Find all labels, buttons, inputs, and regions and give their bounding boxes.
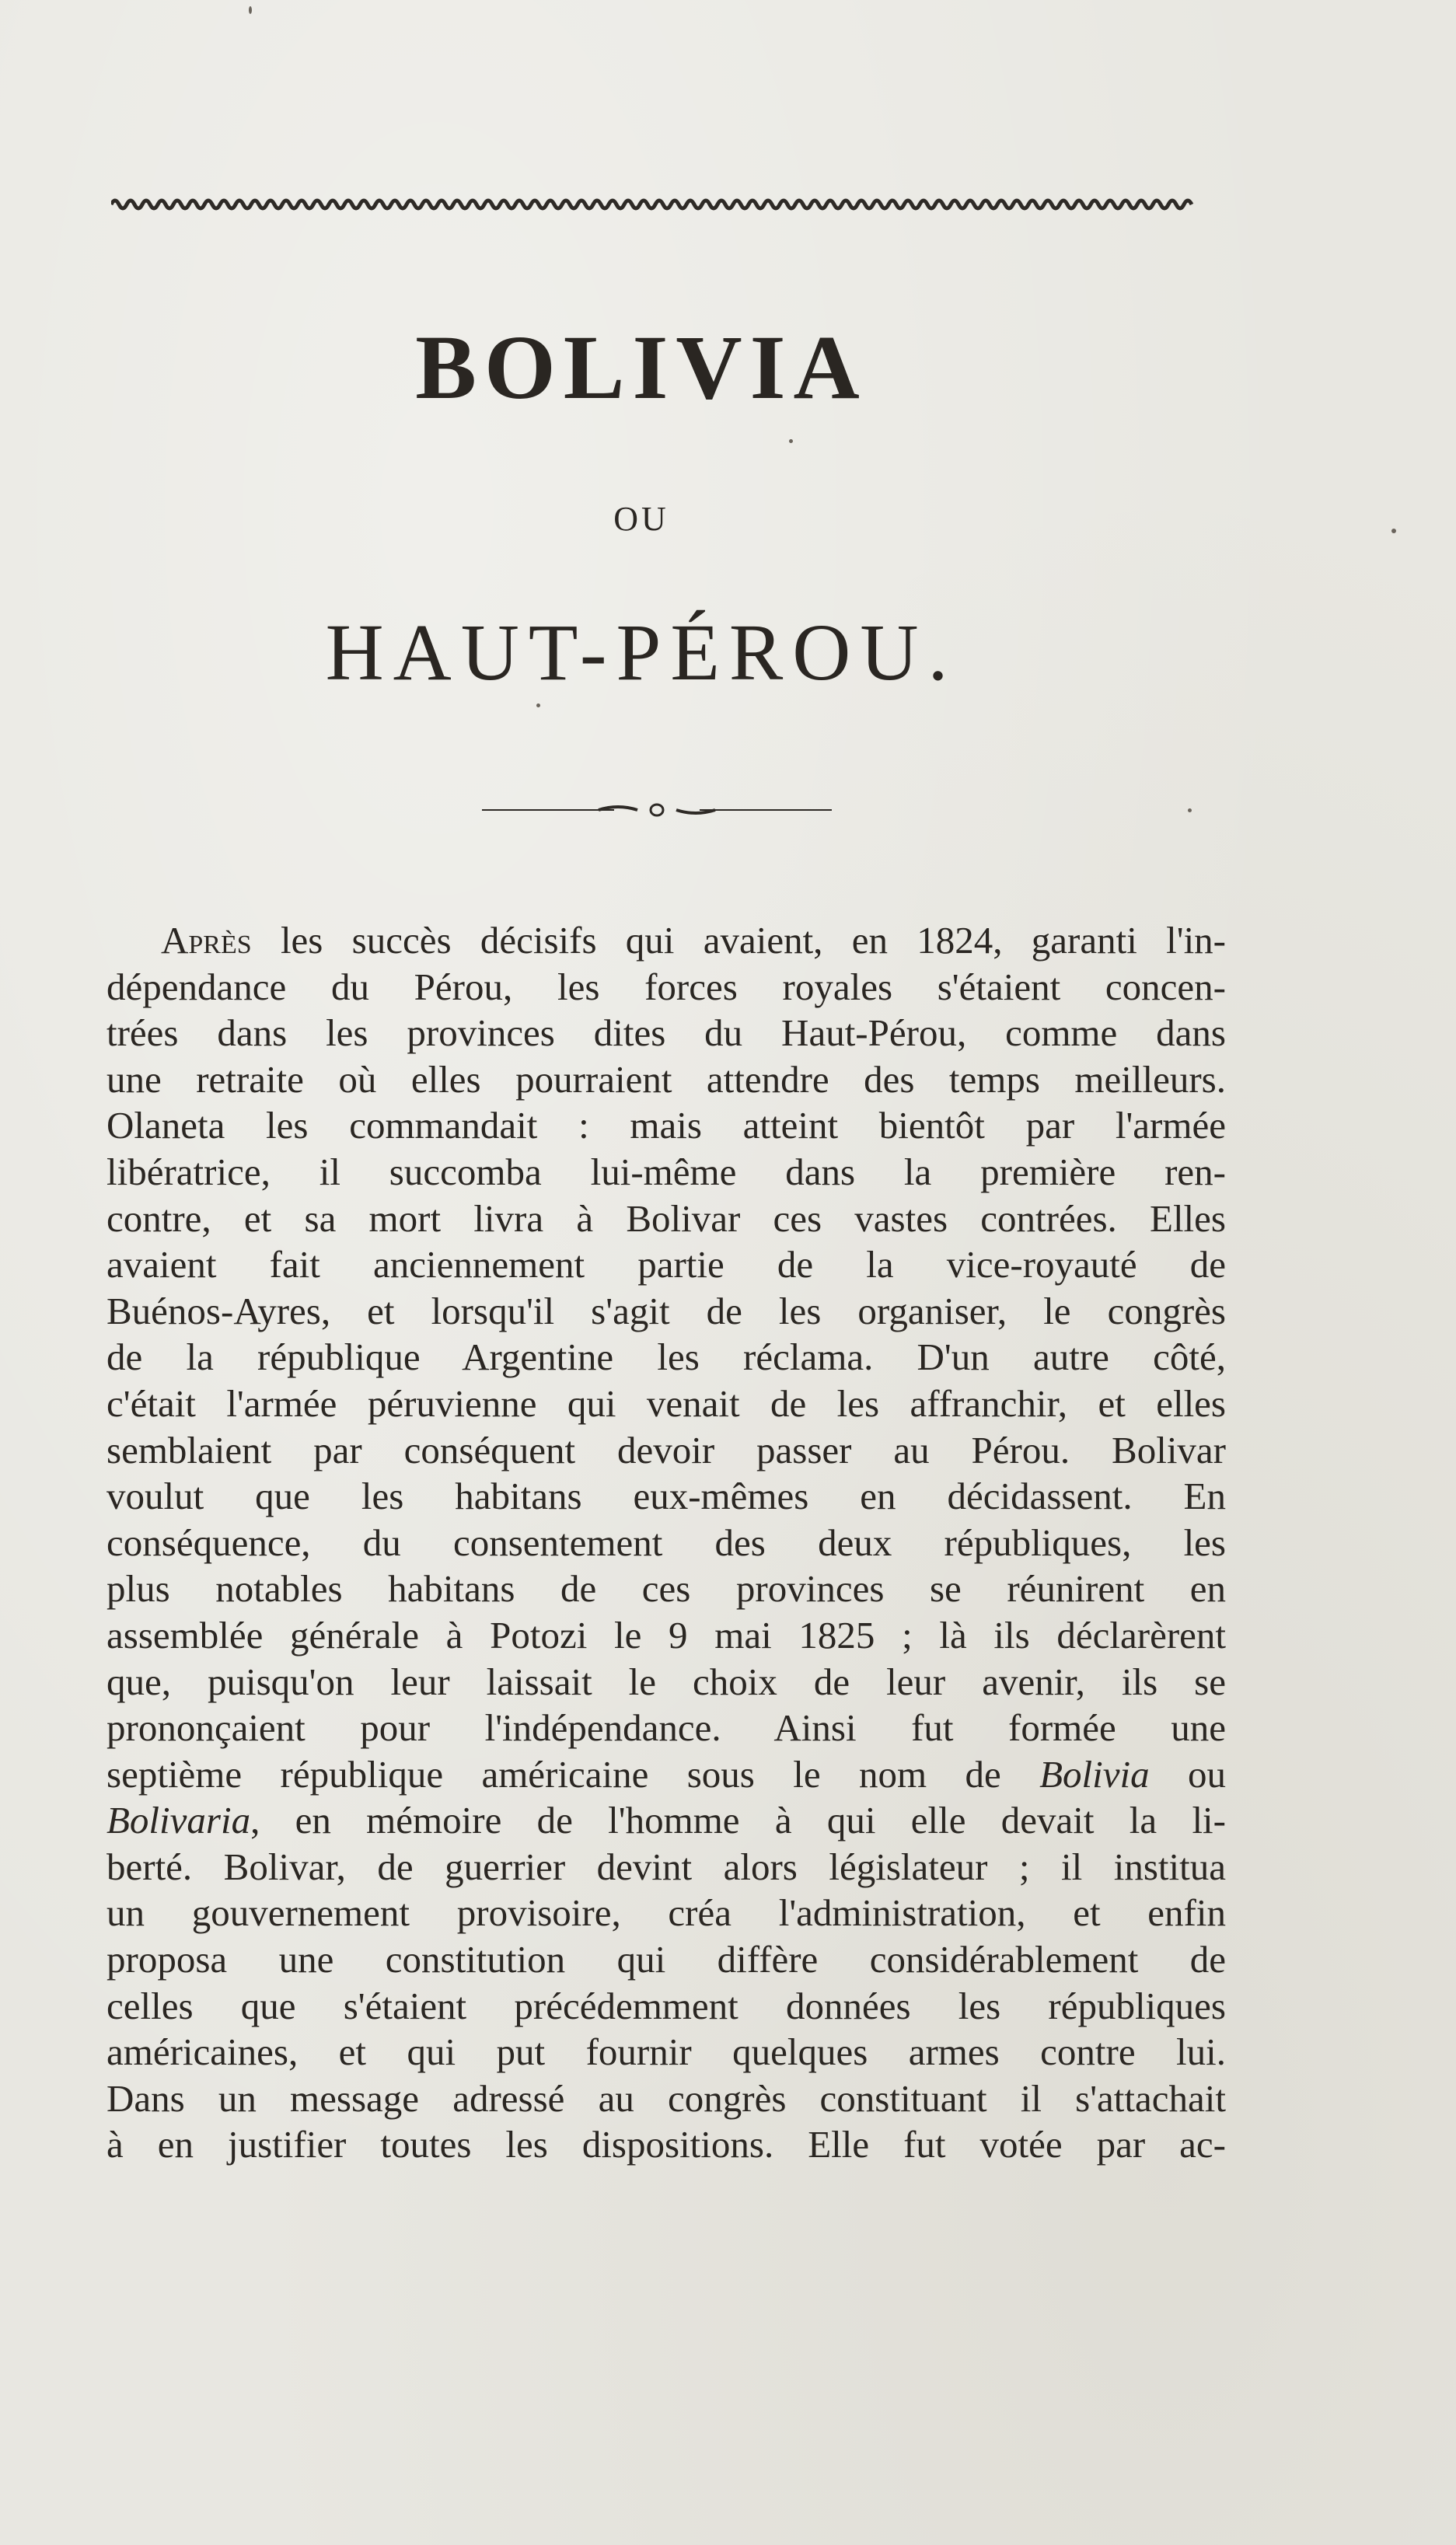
text-line xyxy=(106,1149,1226,1196)
text-line xyxy=(106,1102,1226,1149)
body-paragraph xyxy=(106,917,1226,2168)
line-text: que, puisqu'on leur laissait le choix de leur avenir, ils se xyxy=(106,1660,1226,1703)
line-text: septième république américaine sous le nom de xyxy=(106,1752,1040,1796)
text-line xyxy=(106,1936,1226,1983)
line-text: Dans un message adressé au congrès constituant il s'attachait xyxy=(106,2076,1226,2120)
line-text: prononçaient pour l'indépendance. Ainsi fut formée une xyxy=(106,1706,1226,1750)
text-line xyxy=(106,2075,1226,2122)
line-text: contre, et sa mort livra à Bolivar ces vastes contrées. Elles xyxy=(106,1196,1226,1240)
text-line xyxy=(106,1056,1226,1103)
page-subtitle: HAUT-PÉROU. xyxy=(325,608,958,697)
text-line xyxy=(106,1983,1226,2030)
line-text: libératrice, il succomba lui-même dans la première ren- xyxy=(106,1150,1226,1193)
line-text: celles que s'étaient précédemment données les républiques xyxy=(106,1984,1226,2027)
paper-speck xyxy=(1391,529,1396,533)
text-line xyxy=(106,2121,1226,2168)
top-ornamental-rule xyxy=(111,196,1199,213)
text-line xyxy=(106,2029,1226,2075)
line-text: plus notables habitans de ces provinces se réunirent en xyxy=(106,1567,1226,1611)
line-text: les succès décisifs qui avaient, en 1824, garanti l'in- xyxy=(251,919,1226,962)
line-text: un gouvernement provisoire, créa l'administration, et enfin xyxy=(106,1891,1226,1935)
text-line xyxy=(106,1381,1226,1427)
line-text: une retraite où elles pourraient attendre des temps meilleurs. xyxy=(106,1057,1226,1101)
line-text: proposa une constitution qui diffère considérablement de xyxy=(106,1938,1226,1981)
line-text: Olaneta les commandait : mais atteint bientôt par l'armée xyxy=(106,1104,1226,1147)
line-text: ou xyxy=(1149,1752,1226,1796)
line-text: assemblée générale à Potozi le 9 mai 1825 ; là ils déclarèrent xyxy=(106,1613,1226,1657)
title-conjunction: OU xyxy=(613,500,669,538)
text-line xyxy=(106,917,1226,964)
line-text: Buénos-Ayres, et lorsqu'il s'agit de les organiser, le congrès xyxy=(106,1289,1226,1332)
line-text: , en mémoire de l'homme à qui elle devait la li- xyxy=(250,1799,1226,1842)
line-text: berté. Bolivar, de guerrier devint alors législateur ; il institua xyxy=(106,1845,1226,1888)
text-line xyxy=(106,1473,1226,1520)
paper-speck xyxy=(789,439,793,443)
line-text: de la république Argentine les réclama. D'un autre côté, xyxy=(106,1335,1226,1379)
paper-speck xyxy=(1188,808,1192,812)
italic-text: Bolivia xyxy=(1039,1752,1150,1796)
text-line xyxy=(106,1566,1226,1612)
text-line xyxy=(106,1334,1226,1381)
text-line xyxy=(106,1751,1226,1798)
line-text: semblaient par conséquent devoir passer au Pérou. Bolivar xyxy=(106,1428,1226,1471)
small-caps-text: Après xyxy=(161,919,252,962)
text-line xyxy=(106,1659,1226,1705)
text-line xyxy=(106,964,1226,1011)
section-divider-ornament xyxy=(482,801,832,819)
line-text: voulut que les habitans eux-mêmes en décidassent. En xyxy=(106,1475,1226,1518)
text-line xyxy=(106,1705,1226,1751)
text-line xyxy=(106,1612,1226,1659)
italic-text: Bolivaria xyxy=(106,1799,251,1842)
text-line xyxy=(106,1010,1226,1056)
line-text: américaines, et qui put fournir quelques armes contre lui. xyxy=(106,2030,1226,2074)
text-line xyxy=(106,1520,1226,1566)
line-text: à en justifier toutes les dispositions. Elle fut votée par ac- xyxy=(106,2123,1226,2166)
text-line xyxy=(106,1890,1226,1936)
text-line xyxy=(106,1288,1226,1335)
text-line xyxy=(106,1196,1226,1242)
line-text: avaient fait anciennement partie de la vice-royauté de xyxy=(106,1243,1226,1286)
line-text: c'était l'armée péruvienne qui venait de les affranchir, et elles xyxy=(106,1381,1226,1425)
paper-speck xyxy=(249,6,252,14)
line-text: trées dans les provinces dites du Haut-Pérou, comme dans xyxy=(106,1011,1226,1055)
paper-speck xyxy=(536,703,540,707)
text-line xyxy=(106,1844,1226,1890)
line-text: conséquence, du consentement des deux républiques, les xyxy=(106,1520,1226,1564)
text-line xyxy=(106,1797,1226,1844)
line-text: dépendance du Pérou, les forces royales s'étaient concen- xyxy=(106,965,1226,1008)
text-line xyxy=(106,1241,1226,1288)
text-line xyxy=(106,1427,1226,1474)
page-title: BOLIVIA xyxy=(415,316,868,418)
